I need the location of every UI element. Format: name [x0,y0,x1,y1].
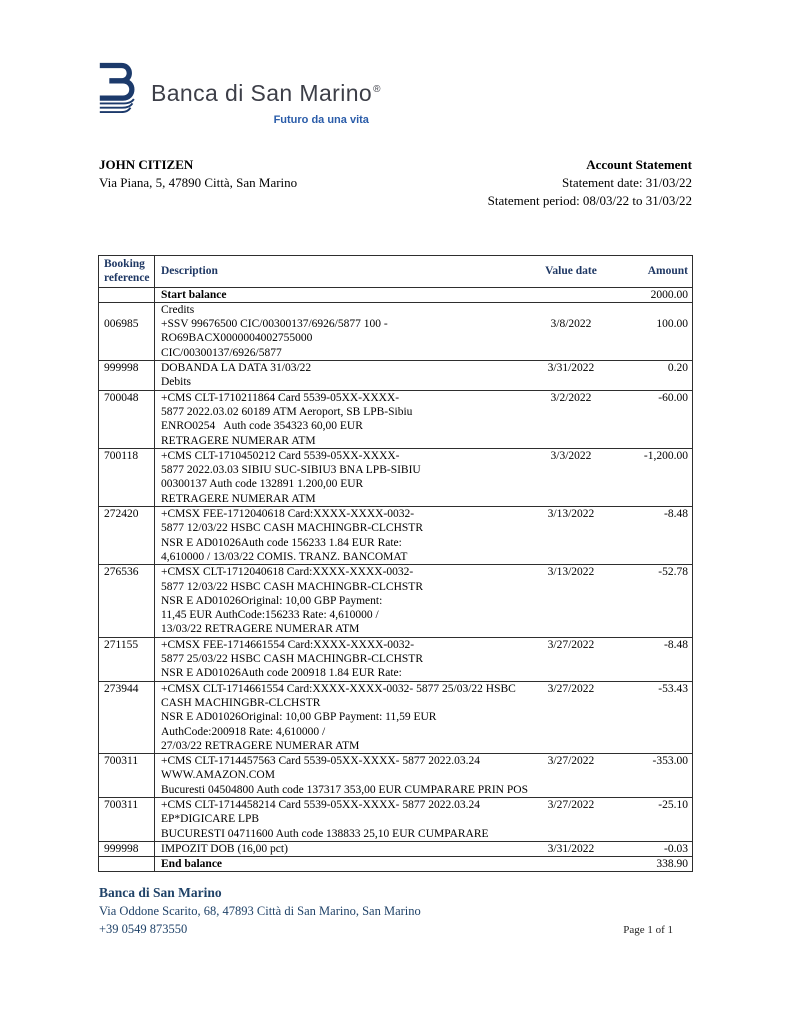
description-cell [155,638,536,681]
cell-line: NSR E AD01026Original: 10,00 GBP Payment: 11,59 EUR [161,711,437,724]
table-row [99,390,692,448]
header-amount: Amount [647,265,688,278]
transactions-table [98,255,693,872]
booking-reference-cell [99,303,155,360]
cell-line: -53.43 [658,682,688,695]
cell-line [104,303,152,317]
cell-line: -25.10 [658,798,688,811]
amount-cell [606,754,692,797]
cell-line: +CMS CLT-1714457563 Card 5539-05XX-XXXX- 5877 2022.03.24 [161,755,481,768]
value-date-cell [536,754,606,797]
description-cell [155,798,536,841]
cell-line: Debits [161,376,192,389]
cell-line: NSR E AD01026Original: 10,00 GBP Payment: [161,594,383,607]
cell-line: 3/31/2022 [547,842,595,855]
amount-cell [606,288,692,302]
cell-line: 700311 [104,798,139,811]
cell-line: +SSV 99676500 CIC/00300137/6926/5877 100 - [161,318,388,331]
value-date-cell [536,449,606,506]
customer-address: Via Piana, 5, 47890 Città, San Marino [99,175,298,190]
cell-line: 3/13/2022 [547,508,595,521]
cell-line: NSR E AD01026Auth code 200918 1.84 EUR Rate: [161,667,402,680]
amount-cell [606,842,692,856]
page-number: Page 1 of 1 [623,924,673,936]
cell-line: 5877 12/03/22 HSBC CASH MACHINGBR-CLCHSTR [161,522,423,535]
table-row [99,797,692,841]
summary-label: End balance [161,858,223,871]
cell-line: -8.48 [664,638,688,651]
cell-line: 999998 [104,842,139,855]
cell-line: 4,610000 / 13/03/22 COMIS. TRANZ. BANCOMAT [161,550,408,563]
table-row [99,841,692,856]
amount-cell [606,507,692,564]
customer-name: JOHN CITIZEN [99,157,194,172]
header-value-date: Value date [545,265,597,278]
cell-line: +CMSX FEE-1712040618 Card:XXXX-XXXX-0032- [161,508,415,521]
cell-line: -353.00 [652,755,688,768]
booking-reference-cell [99,565,155,636]
cell-line: 3/27/2022 [547,682,595,695]
footer-bank-phone: +39 0549 873550 [99,922,188,936]
cell-line: RO69BACX0000004002755000 [161,332,313,345]
cell-line: 3/3/2022 [550,449,592,462]
value-date-cell [536,288,606,302]
footer-bank-address: Via Oddone Scarito, 68, 47893 Città di San Marino, San Marino [99,904,421,918]
description-cell [155,361,536,390]
amount-cell [606,682,692,753]
statement-period: Statement period: 08/03/22 to 31/03/22 [487,193,692,208]
cell-line: 5877 25/03/22 HSBC CASH MACHINGBR-CLCHSTR [161,653,423,666]
bank-name: Banca di San Marino [151,80,373,106]
table-row [99,287,692,302]
description-cell [155,288,536,302]
table-row [99,637,692,681]
value-date-cell [536,361,606,390]
amount-cell [606,361,692,390]
cell-line: 3/8/2022 [550,318,592,331]
booking-reference-cell [99,842,155,856]
bank-logo [95,60,381,126]
statement-meta-block [488,156,692,210]
value-date-cell [536,682,606,753]
cell-line: +CMS CLT-1714458214 Card 5539-05XX-XXXX- 5877 2022.03.24 [161,798,481,811]
cell-line: 700118 [104,449,139,462]
booking-reference-cell [99,857,155,871]
table-body [99,287,692,872]
cell-line: 13/03/22 RETRAGERE NUMERAR ATM [161,623,360,636]
cell-line: +CMSX CLT-1712040618 Card:XXXX-XXXX-0032- [161,566,414,579]
cell-line: -52.78 [658,566,688,579]
value-date-cell [536,842,606,856]
cell-line: +CMSX FEE-1714661554 Card:XXXX-XXXX-0032- [161,638,415,651]
amount-cell [606,391,692,448]
description-cell [155,507,536,564]
registered-mark: ® [373,84,381,96]
cell-line: 272420 [104,508,139,521]
table-row [99,564,692,636]
cell-line: 00300137 Auth code 132891 1.200,00 EUR [161,478,364,491]
table-row [99,448,692,506]
cell-line: 999998 [104,362,139,375]
cell-line [606,303,688,317]
bank-tagline: Futuro da una vita [273,114,369,126]
statement-title: Account Statement [586,157,692,172]
cell-line: 100.00 [656,318,688,331]
description-cell [155,303,536,360]
table-row [99,302,692,360]
cell-line: ENRO0254 Auth code 354323 60,00 EUR [161,420,363,433]
amount-cell [606,303,692,360]
table-header-row [99,256,692,287]
booking-reference-cell [99,682,155,753]
booking-reference-cell [99,391,155,448]
booking-reference-cell [99,507,155,564]
cell-line: 3/31/2022 [547,362,595,375]
cell-line: 3/27/2022 [547,798,595,811]
cell-line: RETRAGERE NUMERAR ATM [161,492,316,505]
value-date-cell [536,507,606,564]
bank-logo-text [151,60,381,126]
cell-line: -1,200.00 [643,449,688,462]
cell-line: 5877 2022.03.02 60189 ATM Aeroport, SB LPB-Sibiu [161,405,413,418]
amount-cell [606,638,692,681]
table-row [99,360,692,390]
header-booking-reference: Booking reference [99,256,155,287]
summary-label: Start balance [161,288,227,301]
cell-line: RETRAGERE NUMERAR ATM [161,434,316,447]
cell-line: CIC/00300137/6926/5877 [161,346,282,359]
cell-line: WWW.AMAZON.COM [161,769,275,782]
booking-reference-cell [99,798,155,841]
header-description: Description [161,265,218,278]
booking-reference-cell [99,638,155,681]
table-row [99,681,692,753]
cell-line: 276536 [104,566,139,579]
cell-line [536,303,606,317]
bank-logo-icon [95,60,143,118]
description-cell [155,391,536,448]
footer-bank-name: Banca di San Marino [99,885,222,900]
amount-cell [606,565,692,636]
bank-footer [99,884,421,938]
cell-line: +CMS CLT-1710450212 Card 5539-05XX-XXXX- [161,449,400,462]
cell-line: CASH MACHINGBR-CLCHSTR [161,696,321,709]
value-date-cell [536,857,606,871]
customer-block [99,156,297,210]
cell-line: AuthCode:200918 Rate: 4,610000 / [161,725,326,738]
value-date-cell [536,798,606,841]
cell-line: 700048 [104,391,139,404]
booking-reference-cell [99,754,155,797]
cell-line: 3/13/2022 [547,566,595,579]
cell-line: 2000.00 [650,288,688,301]
value-date-cell [536,565,606,636]
cell-line: -8.48 [664,508,688,521]
cell-line: Credits [161,303,195,316]
cell-line: Bucuresti 04504800 Auth code 137317 353,00 EUR CUMPARARE PRIN POS [161,783,528,796]
booking-reference-cell [99,449,155,506]
description-cell [155,857,536,871]
description-cell [155,842,536,856]
description-cell [155,682,536,753]
cell-line: IMPOZIT DOB (16,00 pct) [161,842,288,855]
cell-line: 700311 [104,755,139,768]
cell-line: BUCURESTI 04711600 Auth code 138833 25,10 EUR CUMPARARE [161,827,489,840]
cell-line: 273944 [104,682,139,695]
description-cell [155,754,536,797]
cell-line: 3/27/2022 [547,755,595,768]
booking-reference-cell [99,361,155,390]
amount-cell [606,449,692,506]
cell-line: NSR E AD01026Auth code 156233 1.84 EUR Rate: [161,536,402,549]
table-row [99,856,692,871]
cell-line: 27/03/22 RETRAGERE NUMERAR ATM [161,739,360,752]
value-date-cell [536,303,606,360]
bank-name-wordmark [151,80,381,107]
cell-line: 5877 12/03/22 HSBC CASH MACHINGBR-CLCHSTR [161,580,423,593]
statement-date: Statement date: 31/03/22 [562,175,692,190]
statement-header [99,156,692,210]
cell-line: 338.90 [656,858,688,871]
description-cell [155,565,536,636]
cell-line: 11,45 EUR AuthCode:156233 Rate: 4,610000 / [161,609,379,622]
cell-line: +CMSX CLT-1714661554 Card:XXXX-XXXX-0032- 5877 25/03/22 HSBC [161,682,516,695]
cell-line: 3/2/2022 [550,391,592,404]
booking-reference-cell [99,288,155,302]
value-date-cell [536,638,606,681]
amount-cell [606,798,692,841]
cell-line: +CMS CLT-1710211864 Card 5539-05XX-XXXX- [161,391,400,404]
cell-line: EP*DIGICARE LPB [161,813,260,826]
table-row [99,506,692,564]
cell-line: DOBANDA LA DATA 31/03/22 [161,362,312,375]
cell-line: 006985 [104,318,139,331]
cell-line: 271155 [104,638,139,651]
cell-line: 3/27/2022 [547,638,595,651]
table-row [99,753,692,797]
cell-line: -60.00 [658,391,688,404]
cell-line: -0.03 [664,842,688,855]
value-date-cell [536,391,606,448]
amount-cell [606,857,692,871]
description-cell [155,449,536,506]
cell-line: 5877 2022.03.03 SIBIU SUC-SIBIU3 BNA LPB-SIBIU [161,464,421,477]
cell-line: 0.20 [667,362,688,375]
